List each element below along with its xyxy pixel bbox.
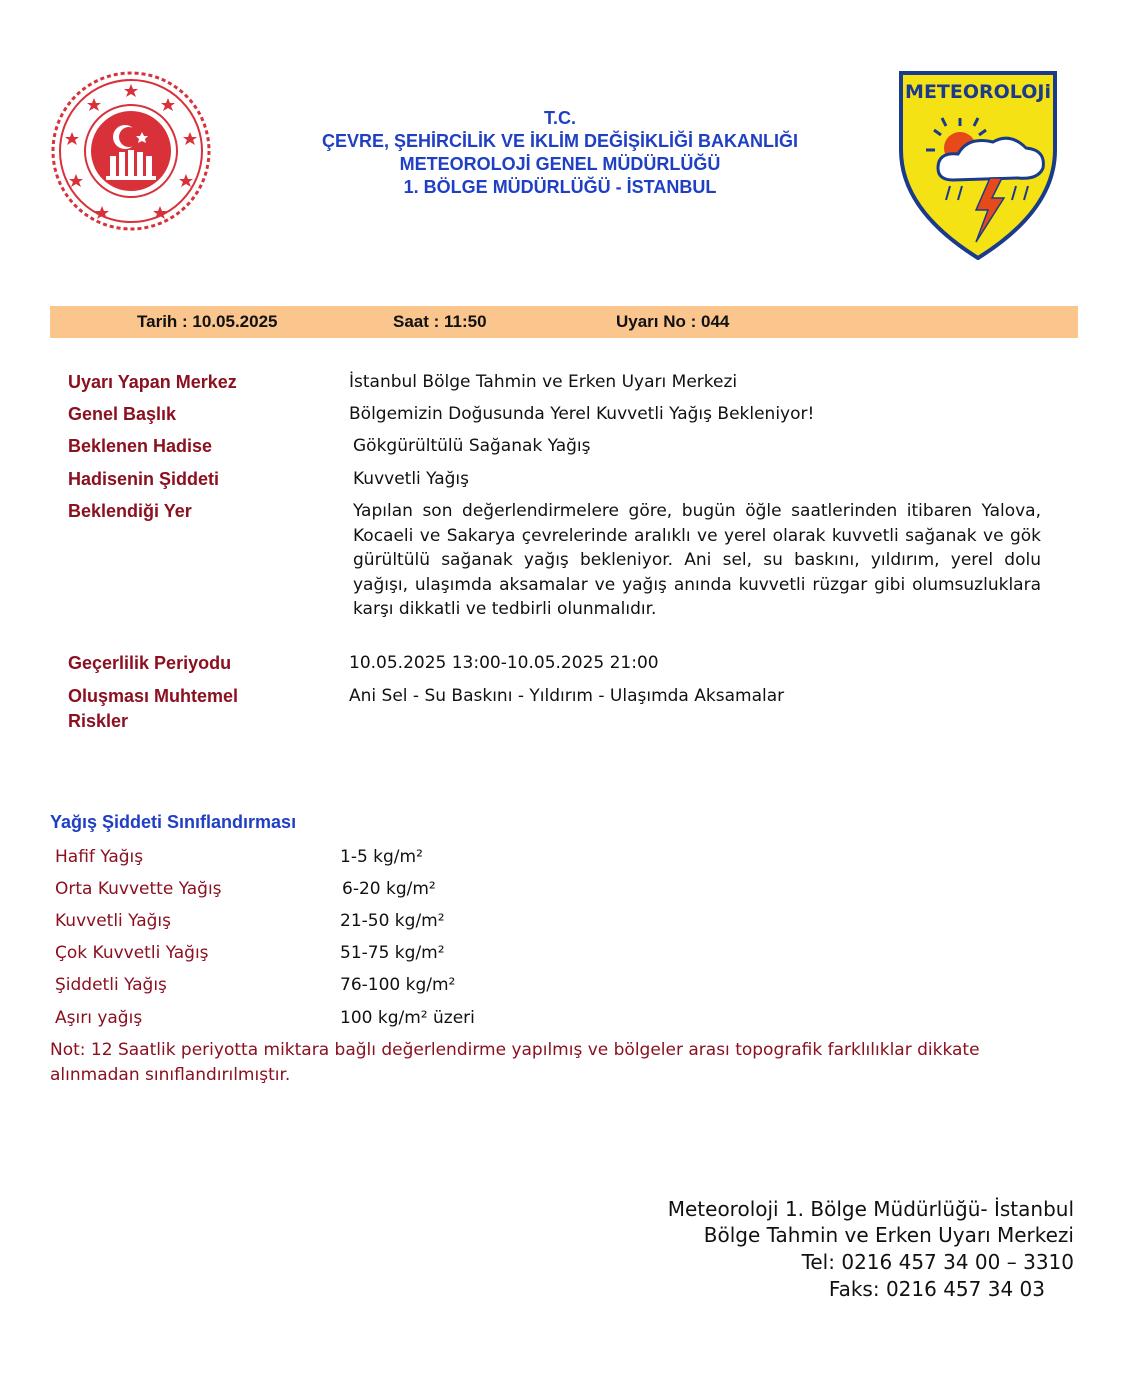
header-ministry: ÇEVRE, ŞEHİRCİLİK VE İKLİM DEĞİŞİKLİĞİ BAKANLIĞI	[321, 131, 799, 151]
risks-label-line2: Riskler	[68, 711, 129, 731]
header-directorate: METEOROLOJİ GENEL MÜDÜRLÜĞÜ	[399, 154, 721, 174]
class-name: Kuvvetli Yağış	[55, 911, 172, 931]
footer-fax: Faks: 0216 457 34 03	[828, 1277, 1045, 1301]
class-value: 51-75 kg/m²	[340, 943, 445, 963]
center-label: Uyarı Yapan Merkez	[68, 372, 237, 392]
footer-tel: Tel: 0216 457 34 00 – 3310	[801, 1250, 1074, 1274]
warning-no-field: Uyarı No : 044	[616, 312, 730, 331]
note-line1: Not: 12 Saatlik periyotta miktara bağlı değerlendirme yapılmış ve bölgeler arası topografik farklılıklar dikkate	[50, 1040, 980, 1060]
classification-note	[50, 1038, 1060, 1088]
class-value: 100 kg/m² üzeri	[340, 1008, 475, 1028]
ministry-seal-icon	[50, 70, 212, 232]
logo-text: METEOROLOJi	[905, 81, 1051, 103]
class-name: Orta Kuvvette Yağış	[55, 879, 222, 899]
header-region: 1. BÖLGE MÜDÜRLÜĞÜ - İSTANBUL	[403, 177, 717, 197]
class-value: 6-20 kg/m²	[342, 879, 436, 899]
class-name: Aşırı yağış	[55, 1008, 143, 1028]
title-value: Bölgemizin Doğusunda Yerel Kuvvetli Yağış Bekleniyor!	[349, 404, 815, 424]
class-name: Çok Kuvvetli Yağış	[55, 943, 209, 963]
note-line2: alınmadan sınıflandırılmıştır.	[50, 1065, 291, 1085]
event-value: Gökgürültülü Sağanak Yağış	[353, 436, 591, 456]
date-field: Tarih : 10.05.2025	[137, 312, 278, 331]
footer-office: Meteoroloji 1. Bölge Müdürlüğü- İstanbul	[667, 1197, 1074, 1221]
class-value: 1-5 kg/m²	[340, 847, 423, 867]
location-value: Yapılan son değerlendirmelere göre, bugün öğle saatlerinden itibaren Yalova, Kocaeli ve Sakarya çevrelerinde aralıklı ve yerel olarak kuvvetli sağanak ve gök gürültülü sağanak yağış bekleniyor. Ani sel, su baskını, yıldırım, yerel dolu yağışı, ulaşımda aksamalar ve yağış anında kuvvetli rüzgar gibi olumsuzluklara karşı dikkatli ve tedbirli olunmalıdır.	[353, 501, 1041, 619]
validity-value: 10.05.2025 13:00-10.05.2025 21:00	[349, 653, 659, 673]
risks-label-line1: Oluşması Muhtemel	[68, 686, 239, 706]
footer-center: Bölge Tahmin ve Erken Uyarı Merkezi	[703, 1223, 1074, 1247]
class-name: Şiddetli Yağış	[55, 975, 167, 995]
event-label: Beklenen Hadise	[68, 436, 213, 456]
class-value: 76-100 kg/m²	[340, 975, 456, 995]
info-bar	[50, 306, 1078, 338]
meteoroloji-shield-logo-icon	[898, 70, 1058, 260]
validity-label: Geçerlilik Periyodu	[68, 653, 232, 673]
location-label: Beklendiği Yer	[68, 501, 192, 521]
title-label: Genel Başlık	[68, 404, 177, 424]
center-value: İstanbul Bölge Tahmin ve Erken Uyarı Merkezi	[349, 372, 738, 392]
risks-label	[68, 684, 318, 734]
time-field: Saat : 11:50	[393, 312, 487, 331]
class-name: Hafif Yağış	[55, 847, 144, 867]
header-line-tc: T.C.	[543, 108, 576, 128]
risks-value: Ani Sel - Su Baskını - Yıldırım - Ulaşımda Aksamalar	[349, 686, 785, 706]
classification-title: Yağış Şiddeti Sınıflandırması	[50, 812, 297, 832]
severity-label: Hadisenin Şiddeti	[68, 469, 220, 489]
class-value: 21-50 kg/m²	[340, 911, 445, 931]
severity-value: Kuvvetli Yağış	[353, 469, 470, 489]
